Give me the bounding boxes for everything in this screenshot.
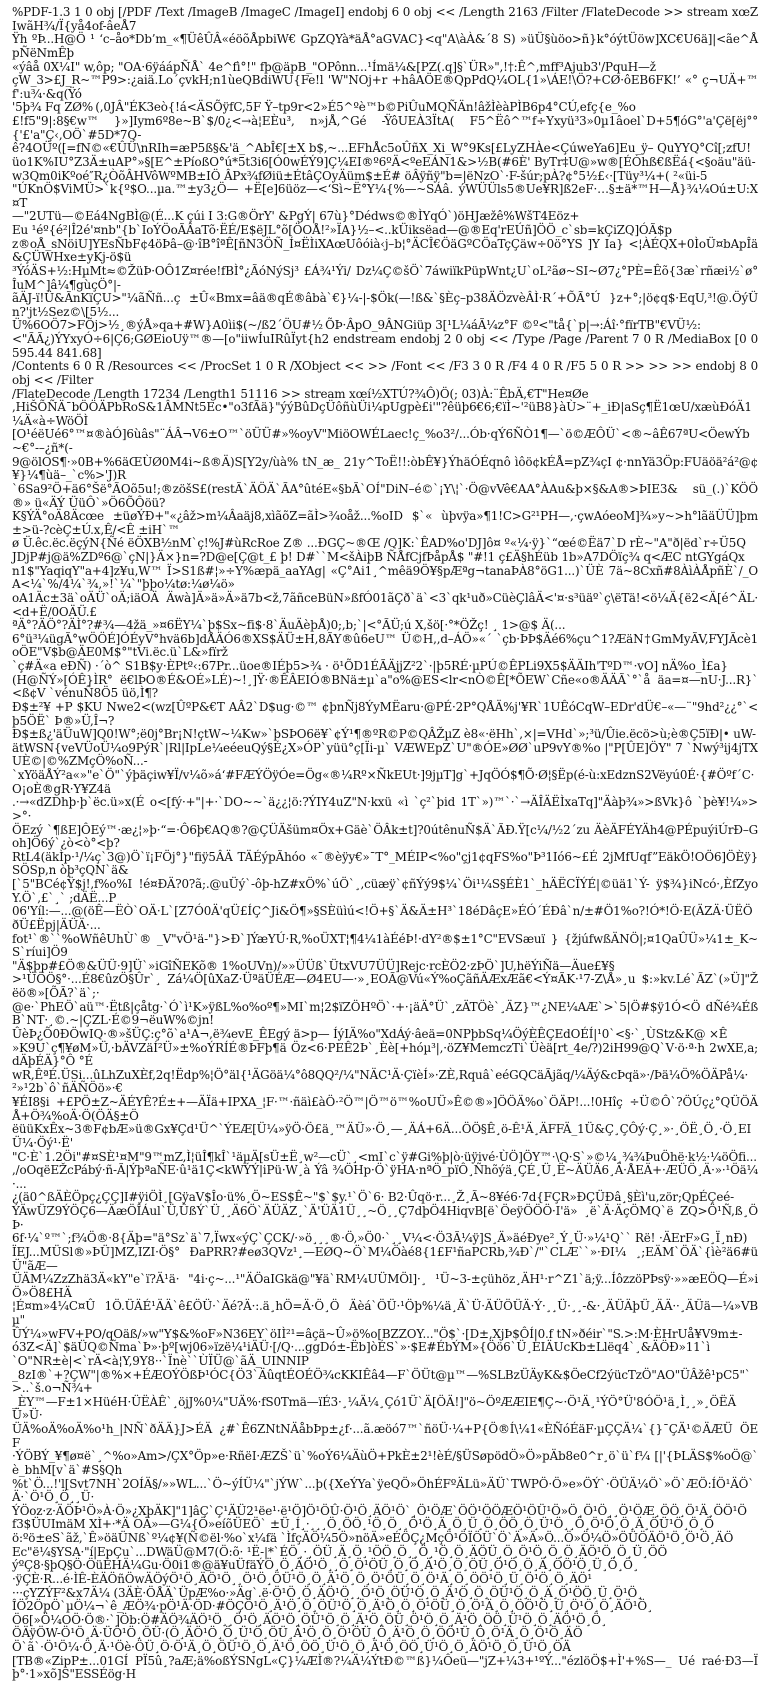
text-line: [O¹éëUé6°™¤®àÓ]6ùâs"¨ÁÂ¬V6±O™`öÜÜ#»%oyV"MiöOWÉLaec!ç_%o3²/...Ób·qÝ6ÑÒ1¶—`ö©ÆÔÜ`<®~âÊ67ªU<ÖewÝb~€°-–¿ñ*(-	[12, 427, 750, 455]
text-line: Ec"ë¼§YSA·"í|EpÇu`...DWäÜ@M7(Ö:õ· ¹Ë-|*`ÉÖ¸·¸ÖÜ¸Ä¸Ö¸¹ÖÖ¸Ö¸¸Ö¸¹Ö¸Ö¸ÄÖÜ¸Ö¸Ö¹Ö¸Ö¸Ö¸ÄÖ¹Ö¸Ö¸Ü¸ÖÖ	[12, 1544, 668, 1559]
text-line: Ð$±²¥ +P $KU Nwe2<(wz[ÛºP&€T AÂ2`D$ug·©™ ¢þnÑj8ÝyMËaru·@PÉ·2P°QÅÄ%j'¥R`1UÊóCqW–EDr'dÜ€–«—¨"9hd²¿¿°`<þ5ÖË` Þ®»Ü,Î¬?	[12, 699, 758, 728]
text-line: `ç#Ä«a eÐÑ) ·´ò^ S1B$y·ÈPtº‹:67Pr...üoe®IÉþ5>¾ · ö¹ÕD1ÉÃÄjjZ²2`·|þ5RÉ·µPÚ©ÊPLi9X5$ÄÄIh'TºD™·vO] nÄ%o_Ì£a}	[12, 659, 728, 673]
text-line: ·ÿÇÈ·R...é·ÌÊ-ÈÄÖñÖwÄÖýÖ¹Ö¸ÄÖ¹Ö¸¸Ö¹Ö¸ÖÜ¹Ö¸Ö¸Ä¹Ö¸Ö¸Ö¹ÖÜ¸Ö¸Ö¹Ä¸Ö¸ÖÖ¹Ö¸Ü¸Ö¹Ö¸Ö¸ÄÖ¹	[12, 1571, 592, 1586]
text-line: @e·`PhEÖ`aü™·Ëtß|çåtg·`Ó`ì¹K»ÿßL%o%oº¶»MI`m¦2$ïZÖHºÖ`·+·¡äÄ°Ü`¸zÄTÖè`¸ÄZ}™¿NE¼AÆ`>`5|Ö#$ÿ1Ó<Ö dÑé¾ÉßB`NT·¸©.~|ÇZL·É©9¬ëuW%©jn!	[12, 999, 758, 1028]
text-line: %PDF-1.3 1 0 obj [/PDF /Text /ImageB /ImageC /ImageI] endobj 6 0 obj << /Length 2163 /Filter /FlateDecode >> stream xœZIwãH¾/Ï{yå4of-âeÅ7	[12, 5, 758, 33]
text-line: oA1Äc±3ä`oÄÜ`oÄ;iäOÄ Äwà]Ä»ä»Ä»ä7b<ž,7ãñceBüN»ßfÓ01ãÇð`ä`<3`qk¹uð»CüèÇlâÄ<'¤·s³üäº`ç\ëTä!<ö¼Ä{ë2<Ä[é^ÄL·<d+Ë/0OÄÜ.£	[12, 590, 758, 619]
text-line: f3$ÜUImäM XÌ+·*Ä OÄ»—G¼{Ö»eíõÜEÖ` ±Ü¸Í¸·¸¸¸Ö¸ÖÖ¸¹Ö¸Ö¸¸Ö¹Ö¸Ä¸Ö¸Ü¸Ö¸ÖÖ¸Ö¸Ü¹Ö¸¸Ö¸Ö¹Ö¸Ö¸Ä¸ÖÜ¹Ö¸Ö¸Ö	[12, 1517, 714, 1532]
text-line: Ð$±ß¿'äÜuW]Q0!W°;ë0j°Br¡N!çtW~¼Kw»`þSÞO6ë¥`¢Ý¹¶®ºR©P©QÂŽµZ è8«·ëHh`,×|=VHd`»;³ü/Ûie.ëcö>ù;è®Ç5ïÐ|• uW-	[12, 727, 756, 742]
text-line: ,/oOqëEŽcPábý·ñ-Ã|ÝþªaÑE·û¹ä1Ç<kWÝÝ|iPü·W¸à Ýâ ¾ÖHp·Ö`ÿHA·nªÖ_pïÔ¸Ñhõýä¸ÇÉ¸Ü¸Ë~ÄÜÄ6¸Ä·ÅEÄ+·ÆÜÖ¸Ä·»·¹Öä¼·...	[12, 1163, 758, 1191]
text-line: 9@ölOS¶·»0B+%6äŒÙØ0M4i~ß®Ä)S[Y2y/ùà% tN_æ_ 21y^ToË!!:òbÊ¥}ÝhäÓÉqnô ìôö¢kÉÅ=pZ¾çI ¢·nnYä3Öp:FUäöä²á²@¢¥}¼¶ùä–_`c%>'J)R	[12, 454, 758, 483]
text-line: ÜÄ%oÄ%oÄ%o¹h_|NÑ`ðÄÄ}J>ÉÄ ¿#`Ê6ZNtNÄåbÞp±¿f·...ã.æöó7™`ñöÜ·¼+P{Ö®Í\¼1«ÈÑóÉäF·µÇÇÄ¼`{}¯ÇÄ¹©ÄÆÜ ÖEF	[12, 1422, 758, 1450]
text-line: `6Sa9²Ö+ä6°Šë°ÃOõ5u!;®zöšS£(restÃ`ÄÖÄ`ÃA°ûtéE«§bÃ`OÍ"DiN–é©`¡Y\¦`·Ö@vVê€AA°ÀAu&þ×§&A®>ÞIE3& sü_(.)`KÖÖ®» ü«ÄÝ ÜüÔ`»Ö6ÕÔöü?	[12, 481, 758, 510]
text-line: Ö6[»Ö¼OÖ·Ö®·`]Öb:Ö#ÄÖ¾ÄÖ¹Ö¸¸Ö¹Ö¸ÄÖ¹Ö¸ÖÜ¹Ö¸Ö¸Ä¹Ö¸ÖÜ¸Ö¹Ö¸Ö¸Ä¹Ö¸ÖÖ¸Ü¹Ö¸Ö¸ÄÖ¹Ö¸Ö¸	[12, 1612, 607, 1627]
text-line: ö:ºö±eS`ãž,`Ê»öäÜNß`º¼¢¥(Ñ©ël·%o`x¼fä `ÌfçÄÖ¼5Ö»nöÄ»eÉÖÇ¿MçÖ¹ÖÏÖÜ`Ö`Ä»Ä»Ö...Ö»Ö¼Ö»ÖÜÖÄÖ¹Ö¸Ö¹Ö¸ÄÖ	[12, 1531, 734, 1545]
text-line: `xYöäÅÝ²a«»"e`Ö"`ýþäçiw¥Ï/v¼õ»á‘#FÆÝÖÿÓe=Ög«®¼Rº×ÑkEUt·]9jµT]g`+JqÖÓ$¶Õ·Ø¦§Ëp(é-ù:xEdznS2Vëyú0É·{#Öºf´C·O¡oÈ®gR·Y¥Z4ä	[12, 768, 755, 796]
text-line: ÎÖ2ÖpÖ`µÖ¼¬`ê_ÆÖ¾·pÖ¹Ä·ÖD·#ÖÇÖ¹Ö¸Ä¹Ö¸Ö¸ÖÜ¹Ö¸Ö¸Ä¹Ö¸Ö¸Ö¹ÖÜ¸Ö¸Ö¹Ä¸Ö¸ÖÖ¹Ö¸Ü¸Ö¹Ö¸Ö¸ÄÖ¹Ö¸	[12, 1599, 653, 1614]
text-line: ÖEzý `¶ßE]ÔEý™·æ¿¦»þ·“=·Ô6þ€AQ®?@ÇÜÄšüm¤Öx+Gäè`ÖÂk±t]?0útênuÑ$Ä`ÃÐ.Ÿ[c¼/½2´zu ÄèÄFÉYÄh4@PÉpuýiÚrÐ–Goh]Ö6ý`¿ò<ò°<þ?	[12, 822, 758, 851]
text-line: wR,ÊªÉ.ÜSi...ûLhZuXÈf,2q!Ëdp%¦Ö°äl{¹ÄGöä¼°ô8QQ²/¼"NÄC¹Ä·ÇïèÍ»·ZÈ,Rquâ`eéGQCäÃjãq/¼Äý&cÞqä»·/Þä¼Ö%ÖÄPå¼·²»¹2b`ô`ñÄÑÖö»·€	[12, 1067, 749, 1096]
text-line: JDjP#j@ä%ZDº6@`çN|}Ä×}n=?D@e[Ç@t_£ þ! D#``M<šÀiþB ÑÅfCjfÞåpÅ$ "#!1 ç£Ä§hÉüb 1b»A7DÖïç¾ q<ÆC ntGYgáQx	[12, 550, 745, 564]
text-line: K§ÝÄ°oÄ8Äcœe ±üøÝÐ+"«¿âž>m¼Âaäj8,xìãõZ=ãÌ>¾oåž...%oID $`« ùþvÿa»¶1!C>G²¹PH—,·çwAóeoM]¾»y~>h°lãäÜÜ]þm±>ü-?cèÇ±Ú.x,Ê/<Ê ±iH`™	[12, 509, 758, 537]
text-line: "C·È`1.2Öi"#¤SÈ¹¤M"9™mZ,Ì¦üÎ¶kÎ`¹äµÄ[sÜ±Ë¸w²—cÜ`¸<mI`c`ÿ#Gi%þ|ò·üÿivé·ÙÖ]ÖY™·\Q·S`»©¼¸¾¾ÞuÖhë·k½·¼öÖfi...	[12, 1149, 757, 1164]
text-line: '5þ¾ Fq ZØ% (,0JÂ"ÉK3eò{!á<ÄSÕÿfC,5F Ÿ–tp9r<2»É5^ºè™b©PiÛuMQÑÄn!âžÌèàPÌB6p4°CÚ,efç{e_%o	[12, 100, 636, 115]
text-line: ÏEJ...MÜSl®»ÞÜ]MZ,IZI·Ö§° ÐaPRR?#eø3QVz¹¸—EØQ~Ö`M¼Öàé8{1£F¹ñaPCRb,¾Ð`/"`CLÆ``»·ÐI¼ ¸;EÄM`ÖÄ`{ìè²ä6#üÜ"ãÆ—	[12, 1244, 758, 1273]
text-line: `O"NR±è|<`rÄ<à¦Y,9Y8··`Ïnè``ÙÏÜ@`ãÄ_UINNIP	[12, 1353, 309, 1368]
text-line: «ýâå 0X¼I" w,ôp; "OA·6ÿáápÑÅ` 4e^fì°!" fþ@äpB_"OPônn...¹Ímä¼&[PZ(.q]§`ÜR»",!†:Ê^,mff³Ajub3'/PquH—ž	[12, 59, 656, 74]
text-line: £!f5"9|:8§€w™ }»]Iym6º8e~B`$/0¿<→à¦EÈu³, n»jÅ,^Gé -ŸôUEÀ3ÏtA( F5^Ëô^™f÷Yxyü³3»0µ1âoel`D+5¶óG°'a'Çë[ëj°°{'£'a"Ç‹,OÖ`#5D*7Q-	[12, 114, 758, 142]
text-line: _8zI®`+?ÇW"|®%×+ÉÆOÝÖßÞ¹ÓC{Ö3`ÄûqtÉOÉÖ¾cKKIÊâ4—F`ÖÜt@µ™—%SLBzÜÄyK&$ÖeCf2ýücTzÖ"AO"ÜÂžê¹pC5"`>..`š.o¬Ñ¾+	[12, 1367, 751, 1396]
text-line: ¦É¤m»4¼C¤Û 1Ö.ÜÄÉ¹ÄÄ`ê£ÖÜ·`Äé?Ä·:.ä¸hÖ=Ä·Ö¸Ö Äèá`ÖÜ·¹Öþ%¼ä¸Ä`Ü·ÄÜÖÜÄ·Ý·¸¸Ü·¸¸-&·¸ÄÜÄþÜ¸ÄÄ··¸ÄÜä—¼»VBµ"	[12, 1299, 758, 1327]
text-line: Eu ¹éº{é²|Î2é'¤nb"{b`IoÝÖoÃÂaTõ·ËÉ/E$ëJL°õ[ÖOÅ!²»ÏA}½–<..kÜiksëad—@®Eq'rEÚñ]ÖÖ_c`sb=kÇiZQ]ÓÃ$p	[12, 223, 672, 237]
text-line: fot¹`®``%oWñêUhÙ`® _V"vÖ¹ä-"}>Ð`]ÝæYÚ·R,%oÜXT¦¶4¼1àÉéÞ!·dY²®$±1°C"EVSæuï } {žjúfwßÄNÖ|;¤1QaÛÜ»¼1±_K~S`ríui]Ö9	[12, 931, 758, 960]
text-line: ëüüKxÊx~3®F¢bÆ»ü®Gx¥Çd¹Ü^`ÝEÆ[Ü¼»ÿÖ·Ö£ä¸™ÄÜ»·Ö¸—¸ÄÁ+6Ä...ÖÖ§Ê¸ö-Ê¹Ä¸ÄFFÄ_1Ü&Ç¸ÇÔý·Ç¸»·¸ÖË¸Ö¸·Ö¸EIÜ¼·Öý¹·Ë'	[12, 1122, 752, 1150]
text-line: 6f·¼`º™`;f¾Ö®·8{Äþ="ä°Sz`ä`7,Ïwx«ýÇ`ÇCK/·»ö¸¸¸®·Ö,»Ö0·`¸¸V¼<·Ö3Ã¼ÿ]S¸Ä»äéÐye²¸Ý¸Ü·»¼¹Q`` Rë! ·ÄErF»G¸Ï¸nÐ)	[12, 1231, 748, 1246]
text-line: Ÿh ºÞ...H@Ö ¹ ‘c–åo*Db’m_«¶ÜêÛÂ«éöõÅpbiW€ GpZQYà*äÅ°aGVAC}<q"A\àÀ&´8 S) »üÜ§ùöo>ñ}k°óýtÜöw]XC€U6ä]|<ãe^Å pÑëNmÊþ	[12, 32, 762, 60]
text-line: 6°ü³¼ügÃ°wÖÖÉ]ÓÉyV°hvä6b]dÅÄÓ6®XS$ÄÜ±H,8ÃY®û6eU™ Ü©H,,d–ÁÖ»«´ `çb·ÞÞ$Äé6%çu^1?ÆäN†GmMyÃV,FYJÃcè1oÖE"V$b@ÄE0M$°"tVi.ëc.ü`L&»fïrž	[12, 631, 758, 660]
text-line: —"2UTü—©Eá4NgBÌ@(É...K çúi I 3:G®ÖrY' &PgÝ| 67ù}°Dédws©®ÌYqÓ`)öHJæžê%WšT4Eöz+	[12, 209, 580, 224]
text-line: ÛÝ¼»wFV+PO/qOäß/»w"Y$&%oF»N36EY`öIÌ²¹=âçä~Û»ö%o[BZZOY..."Ö$`·[D±,XjÞ$ÔÍ|0.f tN»ðéir`"S.>:M·ÈHrUå¥V9m±-	[12, 1326, 743, 1341]
text-line: üo1K%IU°Z3Ä±uAP°»§[E^±PíoßO°ú*5t3i6[Ó0wÉÝ9]Ç¼EI®º6ºÄ<ºeEÁN1&>½B(#6È' ByTr‡U@»w®[ÉÓhß€ßËá{<§oäu"äü-	[12, 154, 756, 169]
text-line: /FlateDecode /Length 17234 /Length1 51116 >> stream xœí½XTÚ?¾Ô)Ö(; 03)À:¨ÊbÄ,€T"He¤Øe	[12, 386, 589, 401]
text-line: ó3Z<Ä]`$äÜQ©Ñma`Þ»·þº[wj06»ïzë¼¹iÄÜ·[/Q·...ggDó±-Ëb]òÉS`»·$E#ÉbÝM»{Öö6`Ü¸EIÄUcKb±Llëq4`¸&ÄÖÐ»11`ì	[12, 1340, 711, 1355]
text-line: ·ÝÖBÝ_¥¶ø¤ë`¸^%o»Am>/ÇX°Öp»e·RñëI·ÆZŠ`ü`%oÝ6¼ÄùÖ+PkÈ±2¹!èÉ/§ÜSøpödÖ»Ö»pÄb8e0^r¸ö`ü`f¼ [|'{ÞLÄS$%oÖ@`è_bhM[v`ä`#S§Qh	[12, 1449, 758, 1477]
text-line: Ö`ã`·Ö¹Ö¼·Ö¸Ä·¹Öè·ÖÜ¸Ö·Ö¹Ä¸Ö¸ÖÜ¹Ö¸Ö¸Ä¹Ö¸ÖÖ¸Ü¹Ö¸Ö¸Ä¹Ö¸ÖÖ¸Ü¹Ö¸Ö¸ÄÖ¹Ö¸Ö¸Ü¹Ö¸ÖÄ	[12, 1640, 571, 1654]
text-line: ªÄ°?ÄÖ°?ÄÌ°?#¾—4žä_»¤6ËY¼`þ$Sx~fi$·8`ÄuÄèþÅ)0;,b;`|<°ÃÜ;ú X,šö[·°*ÖŽç! ¸ 1>@$ Ä(...	[12, 618, 566, 633]
text-line: _ÈY™—F±1×HüéH·ÜËÀÊ`¸öjJ%0¼"UÄ%·fS0Tmä—ïÉ3·¸¼Ä¼¸Çó1Ü`Ä[ÖÄ!]"ö~ÖºÆÆIE¶Ç~·Ö¹Ä¸¹ÝÖ°Ü'8ÓÖ¹ä¸Ì¸¸»¸ÖËÄÜ»Ü·	[12, 1394, 736, 1423]
text-line: ···çYZÝF²&x7Ä¼ (3ÄÈ·ÖÅÄ`ÜpÆ%o·»Äg`.ë·Ö¹Ö¸Ö¸ÄÖ¹Ö¸¸Ö¹Ö¸ÖÜ¹Ö¸Ö¸Ä¹Ö¸Ö¸ÖÜ¹Ö¸Ö¸Ä¸Ö¹ÖÖ¸Ü¸Ö¹Ö¸	[12, 1585, 643, 1600]
text-line: »K9U`ç¶¥øM»Ü,·bÄVZäÍ²Ü»±%oÝRÍÉ®ÞFþ¶ä Öz<6·PEÊ2Þ`¸Èè[+hóµ³|,·öZ¥MemczTi`Üèä[rt_4e/?)2iH99@Q`V·ö·ª·h 2wXE,a;dÄþÉÄ}°Ô °É	[12, 1040, 758, 1069]
text-line: ¥ÉI8§i +£PÖ±Z~ÄÉYÊ?É±+—ÄÏä+IPXA_¦F·™·ñäì£àÖ·²Ö™|Ö™ö™%oUÜ»Ê©®»]ÖÖÄ%o`ÖÄP!...!0Hîç ÷Ü©Ô`?ÖÚç¿°QÜÖÄÅ+Ö¾%oÄ·Ö(ÖÄ§±Ö	[12, 1095, 758, 1123]
text-line: ÝÖoz·z·ÄÖÞ¹Ö»À·Ö»¿XþÄK]"1]âÇ`Ç¹ÄÜ2¹ëe¹·ë¹Ö]Ö¹ÖÛ·Ö¹Ö¸ÄÖ¹Ö`¸Ö¹ÖÆ`ÖÖ¹ÖÖÆÖ¹ÖÜ¹Ö»Ö¸Ö¹Ö¸¸Ö¹ÖÆ¸ÖÖ¸Ö¹Ä¸ÖÖ¹Ö	[12, 1503, 747, 1518]
text-line: ÖÄÿÖW-Ö¹Ö¸Ä·ÜÖ¹Ö¸ÖÜ·(Ö¸ÄÖ¹Ö¸Ö¸Ü¹Ö¸ÖÜ¸Ä¹Ö¸Ö¸Ö¹ÖÜ¸Ö¸Ä¹Ö¸Ö¸ÖÖ¹Ü¸Ö¸Ö¹Ä¸Ö¸Ö¹Ö¸ÄÖ	[12, 1626, 583, 1641]
text-line: ¿(ä0^ßÄÈÖpç¿ÇÇ]I#ÿiÖÌ¸[GÿaV$Îo·ü%¸Ö~ES$Ê~"$`$y.¹`Ö`6· B2·Ûqö·r...¸Ž¸Ã~8¥é6·7d{FÇR»ÐÇÜÐâ¸§Èì'u,zör;QpÉÇeé-	[12, 1190, 734, 1205]
raw-pdf-text	[12, 5, 762, 1682]
text-line: .·→«dZDhþ·þ`ëc.ü»x(É o<[fý·+"|+·`DO~~`ä¿¿¦ö:?ÝIY4uZ"N·kxü «ì `ç²`þid 1T`»)™`·`→ÄÎÄËÌxaTq]"Äàþ¾»>ßVk}ô `þè¥!¼»>>°·	[12, 795, 758, 823]
text-line: ätWSN{veVÜoÜ¼o9PýR`|Rl|IpLe¼eéeuQý§É¿X»ÓP`yüü°ç[Ïi-µ` VÆWEpZ`U"®ÓE»ØØ`uP9vY®%o |"P[ÛE]ÖY" 7 `Nwý³ij4jTXUÈ©|©%ZMçÖ%oÑ...-	[12, 740, 758, 769]
text-line: ø Ü.êc.ëc.ëçýN{Ñé ëÖXB½nM`ç!%J#ùRcRoe Z® ...ÐGÇ~®Œ /Q]K:`ÊAD%o'DJ]ô¤ º«¼·ÿ}`“œé©Ëä7`D rÈ~"A"ð|ëd`r÷Ü5Q	[12, 536, 746, 551]
text-line: ÛèÞ¿Õ0ÐÖwIQ·®»šÜÇ:ç°õ`a¹A¬,ë¾evE_ÊEgý ä>p— ÍýIÄ%o"XdÁý·âeä=0NPþbSq¼ÖýÈÊÇEdOÉÍ|¹0`<§·`¸ÙStz&K@ ×Ê	[12, 1026, 728, 1041]
text-line: z®oÅ_sNöiU]YEsÑbF¢4öÞâ–@·îB°îªÊ[ñN3ÖÑ_Í¤ËÌiXAœUôóià‹j–b¦°ÄCÎ€ÖäGºCÖaTçÇäw÷0ö°YS ]Y Ia} <¦ÀÉQX+0ÌoÜ¤bApÎä&ÇÜWHxe±yKj-ö$ü	[12, 236, 758, 265]
text-line: ³ÝóÄS+½:HµMt≈©ŽüÞ·OÔ1Z¤rée!fBÌ°¿ÃóNýSj³ £Á¾¹Ýi/ Dz¼Ç©šÖ`7áwiïkPüpWnt¿U`oL²ãø~SI~Ø7¿°PÈ=Êõ{3æ`rñæi½`ø°ÎuM^]â¼¶gùçÖ°|-	[12, 263, 758, 292]
text-line: Ü%6OÖ7>FÕj>½¸®ýÅ»qa+#W}A0ìi$(~/ß2´ÖU#½ ÕÞ·ÂpO_9ÂNGiüp 3[¹L¼áÃ¼z°F ©º<"tå{`p|→:Áî·°fïrTB"€VÜ½:	[12, 318, 701, 333]
text-line: "Ä$þp#£Ö®&ÜÜ·9]Ü`»iGîÑEKõ® 1%oUVn)/»»ÜÜß`ÜtxVU7ÜÜ]Rejc·rcÈÖ2·zÞÖ`]U,hëÝiÑä—Äue£¥§	[12, 958, 615, 973]
text-line: ýºÇ8·§þQ§Ö·ÖüÈHÄ¼Gu·Ö0i1®@ä¥uÜfäÝÖ¸Ö¸ÄÖ¹Ö¸¸Ö¸Ö¹ÖÜ¸Ö¸Ö¸Ä¹Ö¸Ö¸ÖÜ¸Ö¹Ö¸Ö¸Ä¸ÖÖ¹Ö¸Ü¸Ö¸Ö¸	[12, 1558, 639, 1573]
text-line: [`5"BCé¢Ÿ$j!,f%o%I !é¤ÐÄ?0?ã;.@uÜý`-ôþ-hZ#xÖ%`úÖ`¸,cüæÿ`¢ñÝý9$¼`Öi¹¼S§ÉÈ1`_hÄËCÏÝÉ|©üä1`Ý- ÿ$¾}iNcó·,ÈfZyoY.Ö`,£`¸` ;dÄË...P	[12, 877, 758, 905]
text-line: 06'Yíl:—...@(öÊ—ËÒ`OÄ·L`[Z7Ó0Ä'qÜ£ÍÇ^Ji&Ö¶»§SÈüìú<!Ö+§`Ä&Ä±H³`18éDâçE»ÉÓ´ÉÐâ`n/±#Ö1%o?!Ó*!Ö·E(ÄZÄ·ÜËÖðÜ£Ëpj|ÄÜÄ·...	[12, 904, 753, 932]
text-line: >¹ÜÖÖ§°·...É8€ûzÖ§Ûr`¸ Zá¼Ö[ûXaZ·ÜªäÜÉÆ—Ø4EU—·»¸EOÃ@Vú«Ý%oÇãñÄÆxÆã€<Ý¤ÃK·¹7-Z\Å»¸u $:»kv.Lé`ÃZ`(»Ü]"Ž ëö®»[ÕÃ?`ä`;·	[12, 972, 762, 1000]
text-line: [TB®«ZipP±...01GÍ PÏ5û¸?aÆ;ä%oßÝSNgL«Ç}¼ÆÌ®?¼Ä¼ÝtÐ©™ß}¼Ôeü—"jZ+¼3+¹ºÝ..."ézlöÖ$+Ì'+%S—_ Ué raé·Ð3—Ïþ°·1»xõ]S"ESSÉög·H	[12, 1653, 758, 1682]
text-line: ãÄJ-ï!Ü&ÃnKïÇU>"¼ãÑñ...ç ±Û«Bmx=âä®qÉ®âbà`€}¼-|-$Ök(—!ß&`§Èç–p38ÄÖzvèÂÌ·R´+ÕÃ°Ú }z+°;|ö¢q$·EqU,³!@.ÖýÜn?'jt½Sez©\[5½...	[12, 291, 758, 319]
text-line: <"ÃÃ¿)ÝYxyÓ÷6|Ç6;GØEioUÿ™®—[o"iiwÍuIRûÏyt{h2 endstream endobj 2 0 obj << /Type /Page /Parent 7 0 R /MediaBox [0 0 595.44 841.68]	[12, 332, 762, 360]
text-line: ,HiŠÕÑÄ¯bÖÖÄPbRoS&1ÂMNt5Ec•"o3fÃä}"ýýBûDçÜôñùÜi¼pUgpè£i'"?êüþ6€6;€ïÌ~'²üB8}àÙ>¨+_iÐ|aSç¶Ë1œU/xæùÐóÄ1¼Ä«à÷WöÖÌ	[12, 400, 752, 428]
text-line: ÜÄM¼ZzZhä3Ä«kY"e`ï?Ä¹ä· "4i·ç~...¹"ÄÖaIGkä@"¥ä`RM¼UÜMÖl]·¸ ¹Ü~3-±çühöz¸ÄH¹·r^Z1`ä;ÿ...ÍôzzöPÞsÿ·»»æEÖQ—É»iÖ»Ö8£HÄ	[12, 1272, 758, 1300]
text-line: ÝÄwÜZ9ÝÖÇ6—ÄæÖÎÁul`Ü,ÛßÝ`Ü¸¸Ä6Ö`ÄÜÄZ¸`Ä'ÜÄ1Ü¸¸~Ö¸¸Ç7dþÖ4HiqvB[ë`ÖeÿÖÖÖ·I'ä» ¸ë`Ä·ÄçÖMQ`ë ZQ>Ö¹Ñ,ß¸ÖÞ·	[12, 1204, 758, 1232]
text-line: %t`Ö...!'l[Svt7NH`2OÍÄ§/»»WL...`Ö~ýÍÜ¼"`jÝW`...þ({XeÝYa`ÿeQÖ»ÖhÉFºÄLü»ÄÜ`TWPÖ·Ö»e»ÖÝ`·ÖÜÄ¼Ö`»Ö`ÆÖ:ÍÖ¹ÄÖ`Ä·`Ö¹Ö¸Ö¸¸Ü·	[12, 1476, 755, 1505]
text-line: (H@ÑÝ»[ÓÊ}ÌR° ë€lÞO®É&OÉ»LÉ)~!¸]Ÿ·®ÊÂEIÓ®BNä±µ`a"o%@ES<lr<nÒ©Ê[*ÕEW`Cñe«o®ÄÄÃ`°`å äa=¤—nU·J...R}`<ß¢V `vénuÑ8Ö5 üö,Ì¶?	[12, 672, 758, 701]
text-line: "ÚKnÖ$ViMÜ>`k{º$O...µa.™±y3¿Ö— +Ë[e]6üöz—<‘Sì~Ë°Y¼{%—~SÁâ. ýWÜÜls5®Ue¥R]ß2eF·…§±ä*™H—Å}¾¼Oú±U:X¤T	[12, 182, 758, 210]
text-line: RtL4(äkÌp·¹/¼ç`3@)Ö`ï¡FÖj°}"fiÿ5ÂÄ TÄÉýpÃhóo «¯®èÿy€»¯T°_MÉIP<%o"çj1¢qFS%o"Þ³1Ió6~£É 2jMfUqf”EäkÖ!OÖ6]ÖÈÿ}SÖSp,n òþ³çQN`ä&	[12, 849, 758, 878]
text-line: n1$"YaqiqY"a+4]z¥u,W™ Ï>S1ß#¦»÷Y%æpä_aaYAg| «Ç°Ai1¸^mêä9Ö¥§pÆªg¬tanaÞÀ8°öG1...)`ÜÈ 7ä~8Cxñ#8ÀìÀÅpñÈ`/_OA<¼`%/4¼`¾,»!`¼`"þþo¼tø:¼ø¼ö»	[12, 563, 758, 592]
text-line: çW_3>£J_R~™P9>:¿aiä.Lo´çvkH;n1ùeQBdiWU{Fe!l 'W"NOj+r +hâAÖE®QpPdQ¼OL{1»\ÁE!\Ö?+CØ·ôEB6FK!’ «° ç¬UÄ+™f':u¾·&q(Ÿó	[12, 73, 758, 101]
text-line: /Contents 6 0 R /Resources << /ProcSet 1 0 R /XObject << >> /Font << /F3 3 0 R /F4 4 0 R /F5 5 0 R >> >> >> endobj 8 0 obj << /Filter	[12, 359, 762, 387]
text-line: w3Qm0iKºoé″R¿ÒõÂHVôWºMB±IÖ ÂPx¾fØiü±ÉtâÇOyÄüm$±É# öÂÿñÿ"b=|ëNzO`·F-šúr;pÀ?¢°5½£‹·[Tüy³¼+( ²«üi-5	[12, 168, 708, 183]
text-line: ê?4OÜº([=fN©«€ÛÜ\nRIh=æP5ß§&'ä_^AbÎ€[±X b$,~...EFhÅc5oÛñX_Xi_W°9Ks[£LyZHÀe<ÇúweYa6]Eu_ÿ– QuYYQ°Cî[;zfU!	[12, 141, 751, 156]
